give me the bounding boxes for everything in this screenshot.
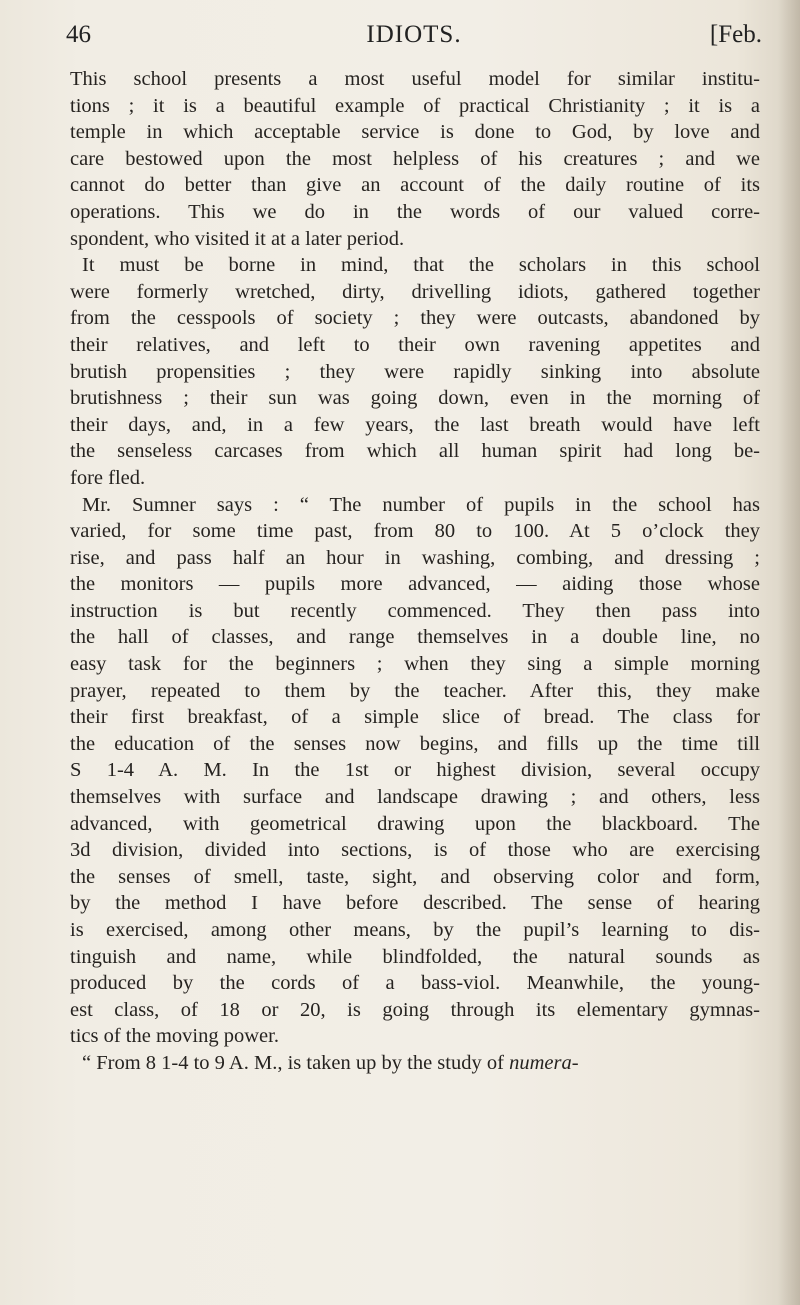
text-line: operations. This we do in the words of our valued corre- <box>70 200 760 223</box>
text-line: the senseless carcases from which all human spirit had long be- <box>70 440 760 463</box>
body-text <box>70 66 760 1077</box>
text-line: 3d division, divided into sections, is of those who are exercising <box>70 839 760 862</box>
text-line: It must be borne in mind, that the scholars in this school <box>82 254 760 277</box>
text-line-final <box>70 1050 760 1077</box>
text-line: care bestowed upon the most helpless of his creatures ; and we <box>70 147 760 170</box>
text-line: tions ; it is a beautiful example of practical Christianity ; it is a <box>70 94 760 117</box>
text-line: their relatives, and left to their own ravening appetites and <box>70 333 760 356</box>
text-line: This school presents a most useful model for similar institu- <box>70 68 760 90</box>
text-line: from the cesspools of society ; they were outcasts, abandoned by <box>70 307 760 330</box>
text-line: S 1-4 A. M. In the 1st or highest division, several occupy <box>70 759 760 782</box>
text-line: their first breakfast, of a simple slice of bread. The class for <box>70 706 760 729</box>
text-line: the hall of classes, and range themselves in a double line, no <box>70 626 760 649</box>
running-header <box>66 18 762 52</box>
text-line: Mr. Sumner says : “ The number of pupils in the school has <box>82 493 760 516</box>
text-line: spondent, who visited it at a later period. <box>70 227 405 250</box>
text-line: easy task for the beginners ; when they sing a simple morning <box>70 653 760 676</box>
text-line: by the method I have before described. The sense of hearing <box>70 892 760 915</box>
text-line: temple in which acceptable service is done to God, by love and <box>70 121 760 144</box>
text-line: cannot do better than give an account of the daily routine of its <box>70 174 760 197</box>
text-line: is exercised, among other means, by the pupil’s learning to dis- <box>70 919 760 941</box>
text-line: est class, of 18 or 20, is going through its elementary gymnas- <box>70 998 760 1021</box>
text-line: themselves with surface and landscape drawing ; and others, less <box>70 786 760 809</box>
text-line: the senses of smell, taste, sight, and observing color and form, <box>70 865 760 888</box>
page-edge-shadow <box>778 0 800 1305</box>
text-line: rise, and pass half an hour in washing, combing, and dressing ; <box>70 546 760 569</box>
text-line: the monitors — pupils more advanced, — aiding those whose <box>70 573 760 596</box>
text-line: the education of the senses now begins, and fills up the time till <box>70 732 760 755</box>
text-line: tics of the moving power. <box>70 1025 279 1048</box>
italic-word: numera- <box>509 1051 579 1074</box>
header-date: [Feb. <box>709 21 762 48</box>
text-line: produced by the cords of a bass-viol. Meanwhile, the young- <box>70 972 760 995</box>
text-line: fore fled. <box>70 466 146 489</box>
text-line: instruction is but recently commenced. They then pass into <box>70 599 760 622</box>
text-line: prayer, repeated to them by the teacher. After this, they make <box>70 679 760 702</box>
text-line-final-roman: “ From 8 1-4 to 9 A. M., is taken up by the study of <box>82 1051 510 1074</box>
text-line: brutishness ; their sun was going down, even in the morning of <box>70 387 760 410</box>
running-title: IDIOTS. <box>366 21 462 48</box>
text-line: were formerly wretched, dirty, drivelling idiots, gathered together <box>70 280 760 303</box>
text-line: brutish propensities ; they were rapidly sinking into absolute <box>70 360 760 383</box>
text-line: tinguish and name, while blindfolded, the natural sounds as <box>70 945 760 968</box>
text-line: advanced, with geometrical drawing upon the blackboard. The <box>70 812 760 835</box>
page-number: 46 <box>66 21 91 48</box>
text-line: varied, for some time past, from 80 to 100. At 5 o’clock they <box>70 520 760 543</box>
text-line: their days, and, in a few years, the last breath would have left <box>70 413 760 436</box>
